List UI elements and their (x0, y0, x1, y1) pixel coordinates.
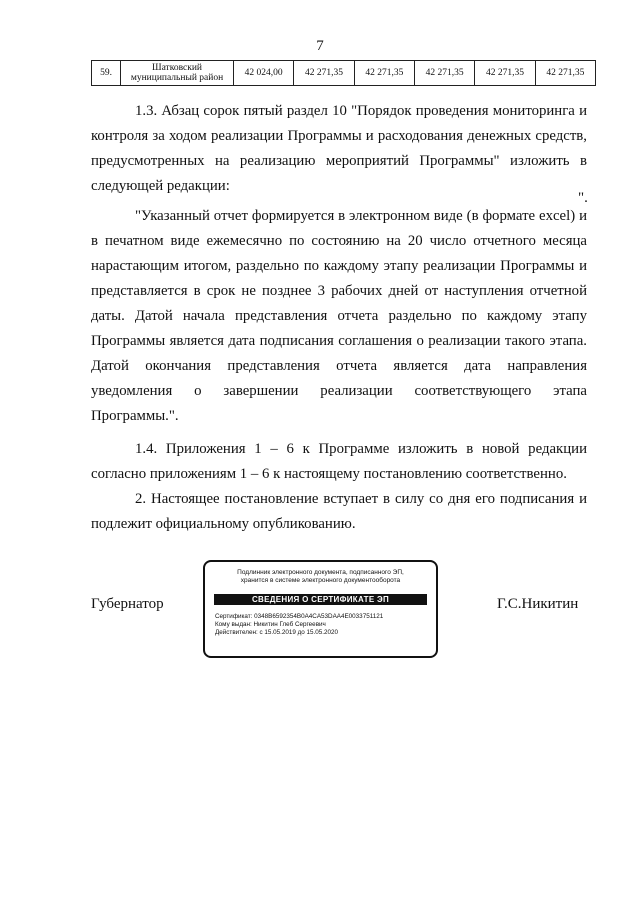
value-cell: 42 271,35 (535, 61, 595, 86)
certificate-validity: Действителен: с 15.05.2019 до 15.05.2020 (215, 629, 339, 636)
paragraph-2 (91, 487, 587, 537)
value-cell: 42 271,35 (475, 61, 535, 86)
stamp-details (215, 613, 436, 637)
electronic-signature-stamp (203, 560, 438, 658)
value-cell: 42 024,00 (234, 61, 294, 86)
signatory-name: Г.С.Никитин (497, 596, 579, 612)
stamp-note-line: хранится в системе электронного документооборота (240, 577, 401, 584)
closing-quote: ". (578, 190, 588, 206)
row-number-cell: 59. (92, 61, 121, 86)
signatory-position: Губернатор (91, 596, 164, 612)
stamp-note (205, 569, 436, 585)
district-name-cell: Шатковский муниципальный район (121, 61, 234, 86)
certificate-number: Сертификат: 0348B6592354B0A4CA53DAA4E0033751121 (215, 613, 384, 620)
value-cell: 42 271,35 (294, 61, 354, 86)
stamp-note-line: Подлинник электронного документа, подписанного ЭП, (237, 569, 404, 576)
value-cell: 42 271,35 (414, 61, 474, 86)
page-number: 7 (316, 38, 324, 54)
stamp-banner: СВЕДЕНИЯ О СЕРТИФИКАТЕ ЭП (214, 594, 427, 605)
budget-table (91, 60, 596, 86)
paragraph-1-4 (91, 437, 587, 487)
value-cell: 42 271,35 (354, 61, 414, 86)
paragraph-text: 1.4. Приложения 1 – 6 к Программе изложить в новой редакции согласно приложениям 1 – 6 к настоящему постановлению соответственно. (91, 441, 587, 482)
paragraph-text: 1.3. Абзац сорок пятый раздел 10 "Порядок проведения мониторинга и контроля за ходом реализации Программы и расходования денежных средств, предусмотренных на реализацию мероприятий Программы" изложить в следующей редакции: (91, 103, 587, 194)
paragraph-last-line: Программы.". (91, 408, 179, 424)
paragraph-text: 2. Настоящее постановление вступает в силу со дня его подписания и подлежит официальному опубликованию. (91, 491, 587, 532)
paragraph-quote (91, 204, 587, 429)
paragraph-1-3 (91, 99, 587, 199)
certificate-owner: Кому выдан: Никитин Глеб Сергеевич (215, 621, 326, 628)
paragraph-text: "Указанный отчет формируется в электронном виде (в формате excel) и в печатном виде ежемесячно по состоянию на 20 число отчетного месяца нарастающим итогом, раздельно по каждому этапу реализации Программы и представляется в срок не позднее 3 рабочих дней от наступления отчетной даты. Датой начала представления отчета раздельно по каждому этапу Программы является дата подписания соглашения о реализации такого этапа. Датой окончания представления отчета является дата направления уведомления о завершении реализации соответствующего этапа (91, 208, 587, 399)
table-row (92, 61, 596, 86)
